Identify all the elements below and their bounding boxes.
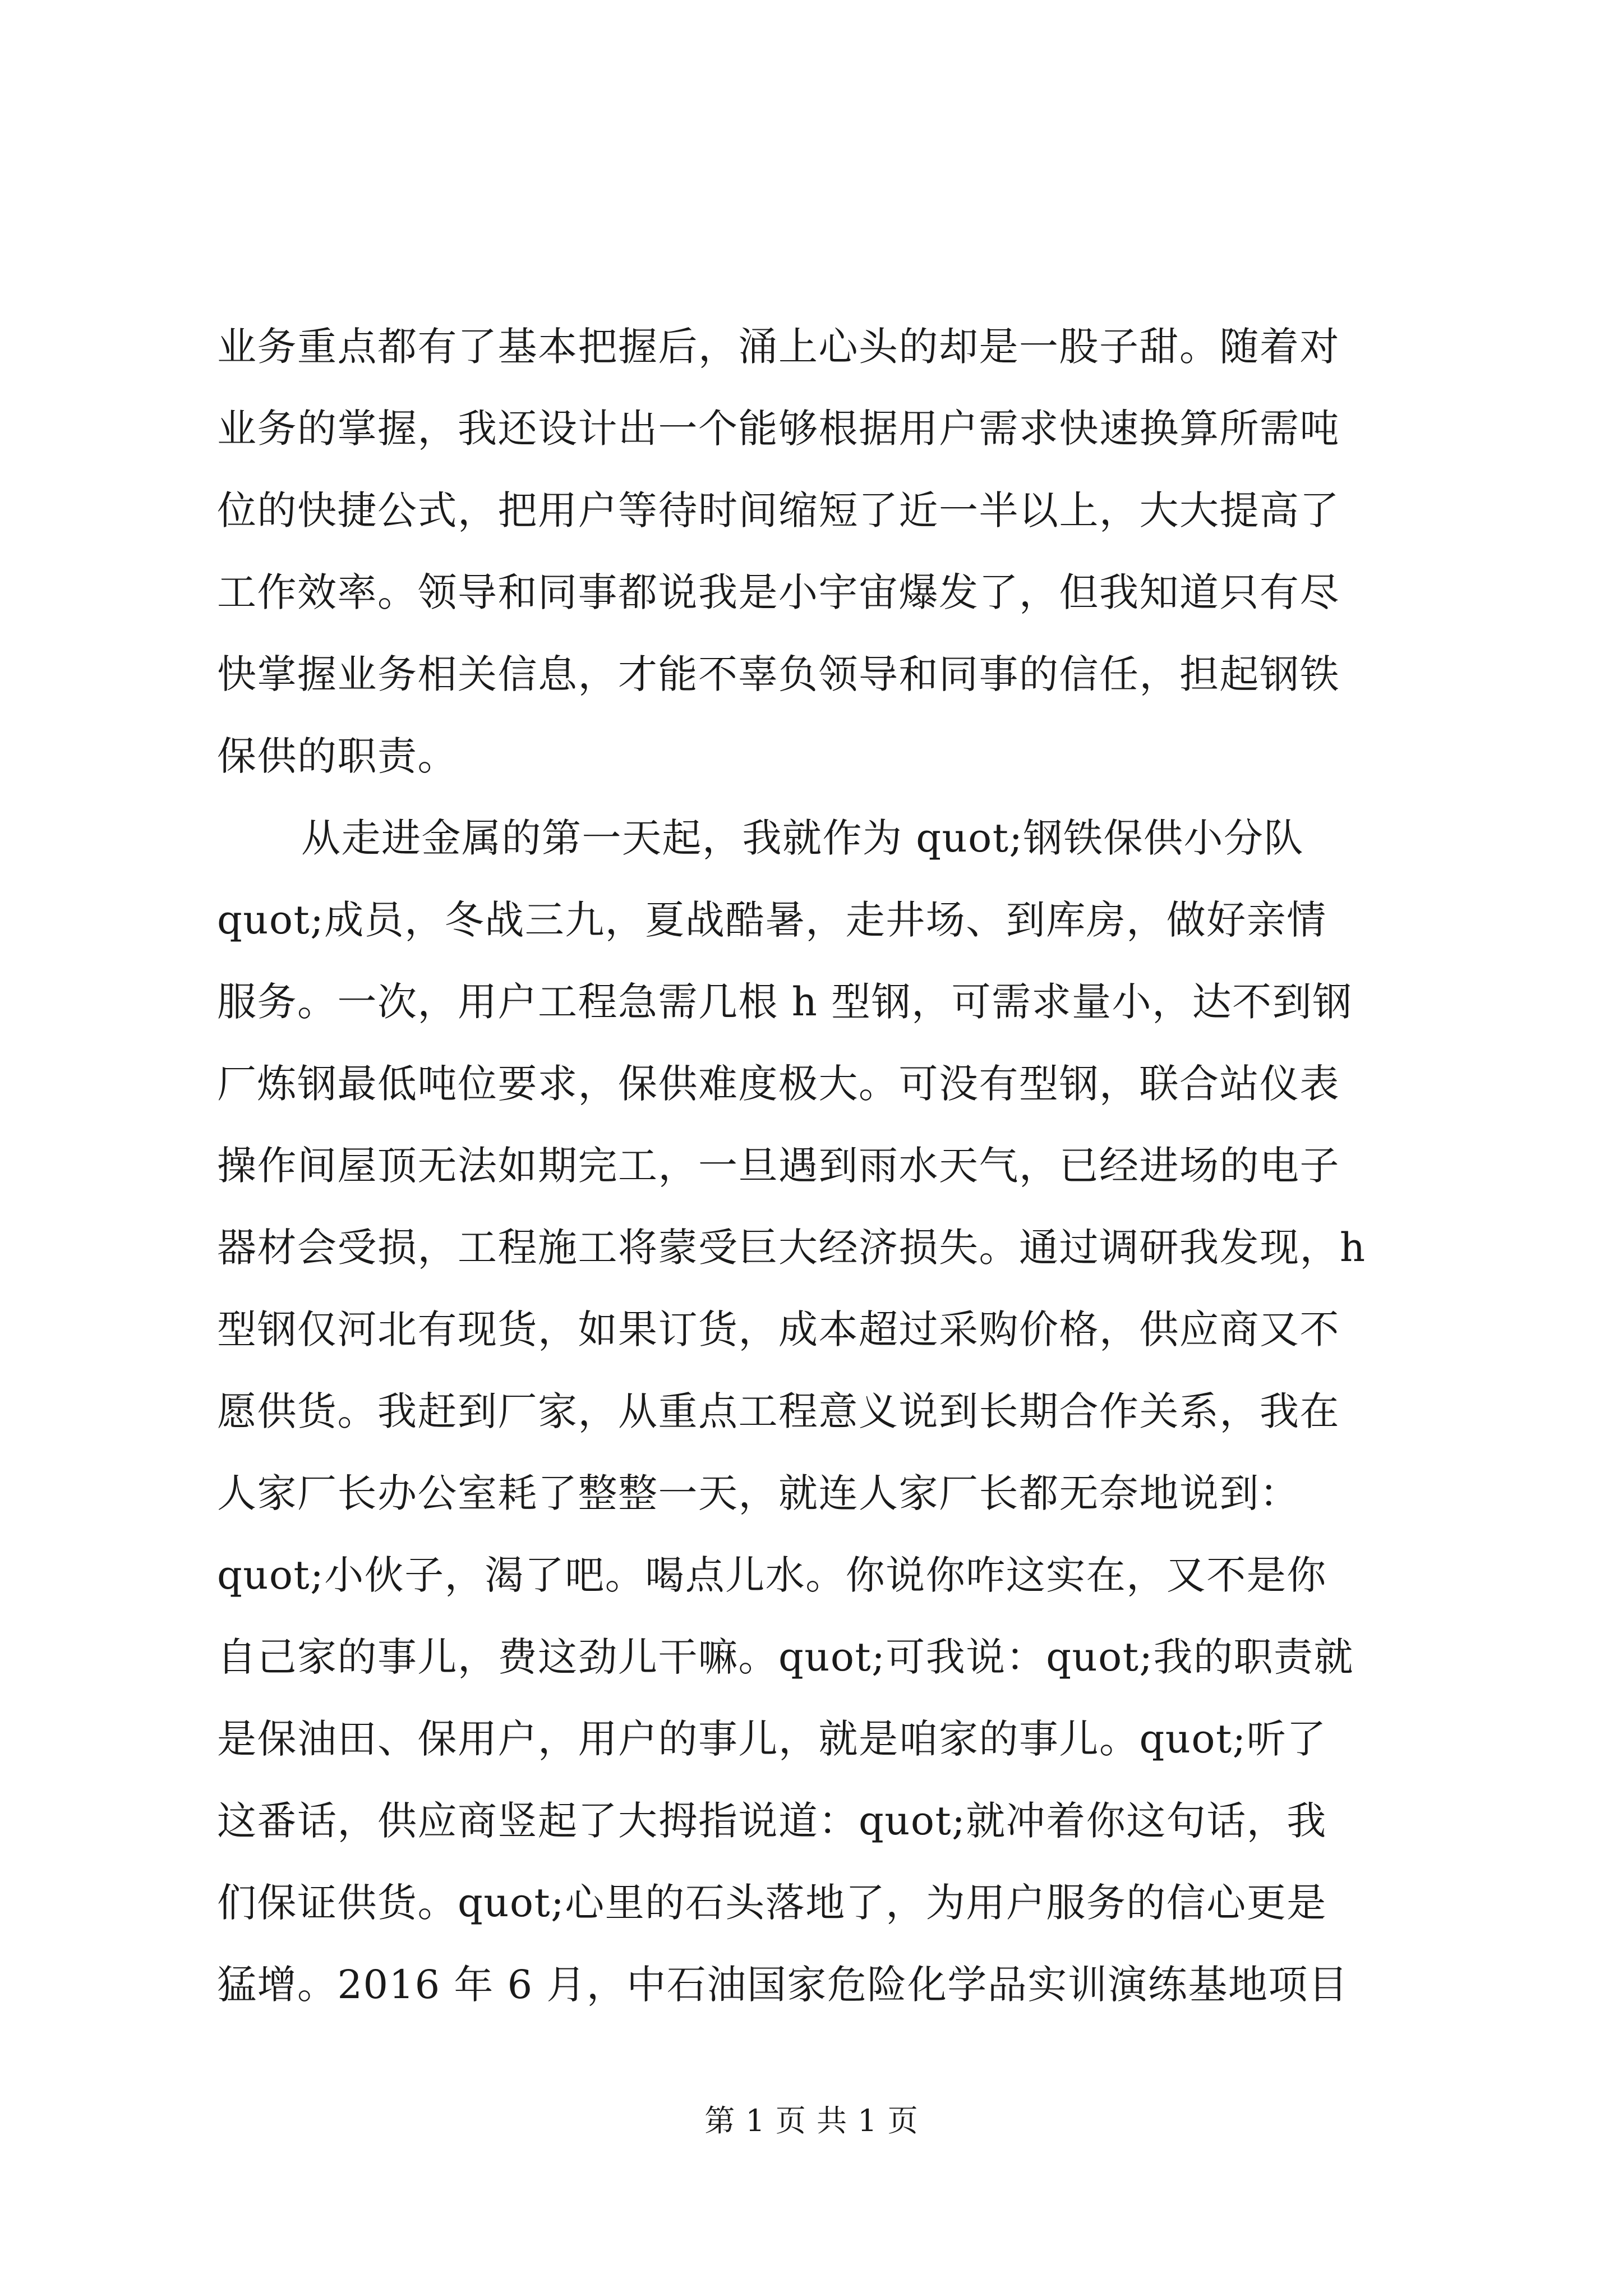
text-line: 人家厂长办公室耗了整整一天，就连人家厂长都无奈地说到： [217,1470,1300,1516]
text-line: 器材会受损，工程施工将蒙受巨大经济损失。通过调研我发现，h [217,1225,1366,1271]
paragraph-first-line: 从走进金属的第一天起，我就作为 quot;钢铁保供小分队 [301,815,1304,861]
text-line: 自己家的事儿，费这劲儿干嘛。quot;可我说：quot;我的职责就 [217,1634,1354,1680]
text-line: 型钢仅河北有现货，如果订货，成本超过采购价格，供应商又不 [217,1306,1340,1352]
text-line: 工作效率。领导和同事都说我是小宇宙爆发了，但我知道只有尽 [217,569,1340,615]
text-line: 愿供货。我赶到厂家，从重点工程意义说到长期合作关系，我在 [217,1388,1340,1434]
document-body [217,306,1479,2026]
text-line: 厂炼钢最低吨位要求，保供难度极大。可没有型钢，联合站仪表 [217,1061,1340,1107]
text-line: 位的快捷公式，把用户等待时间缩短了近一半以上，大大提高了 [217,487,1340,533]
text-line: 猛增。2016 年 6 月，中石油国家危险化学品实训演练基地项目 [217,1962,1349,2008]
text-line: 们保证供货。quot;心里的石头落地了，为用户服务的信心更是 [217,1880,1327,1926]
text-line: 这番话，供应商竖起了大拇指说道：quot;就冲着你这句话，我 [217,1798,1327,1844]
text-line: 快掌握业务相关信息，才能不辜负领导和同事的信任，担起钢铁 [217,651,1340,697]
text-line: 服务。一次，用户工程急需几根 h 型钢，可需求量小，达不到钢 [217,979,1353,1025]
page-footer: 第 1 页 共 1 页 [704,2103,919,2138]
text-line: 业务的掌握，我还设计出一个能够根据用户需求快速换算所需吨 [217,406,1340,452]
text-line: 保供的职责。 [217,733,458,779]
text-line: 操作间屋顶无法如期完工，一旦遇到雨水天气，已经进场的电子 [217,1143,1340,1189]
text-line: 是保油田、保用户，用户的事儿，就是咱家的事儿。quot;听了 [217,1716,1327,1762]
text-line: quot;成员，冬战三九，夏战酷暑，走井场、到库房，做好亲情 [217,897,1327,943]
text-line: 业务重点都有了基本把握后，涌上心头的却是一股子甜。随着对 [217,324,1340,370]
text-line: quot;小伙子，渴了吧。喝点儿水。你说你咋这实在，又不是你 [217,1552,1327,1598]
